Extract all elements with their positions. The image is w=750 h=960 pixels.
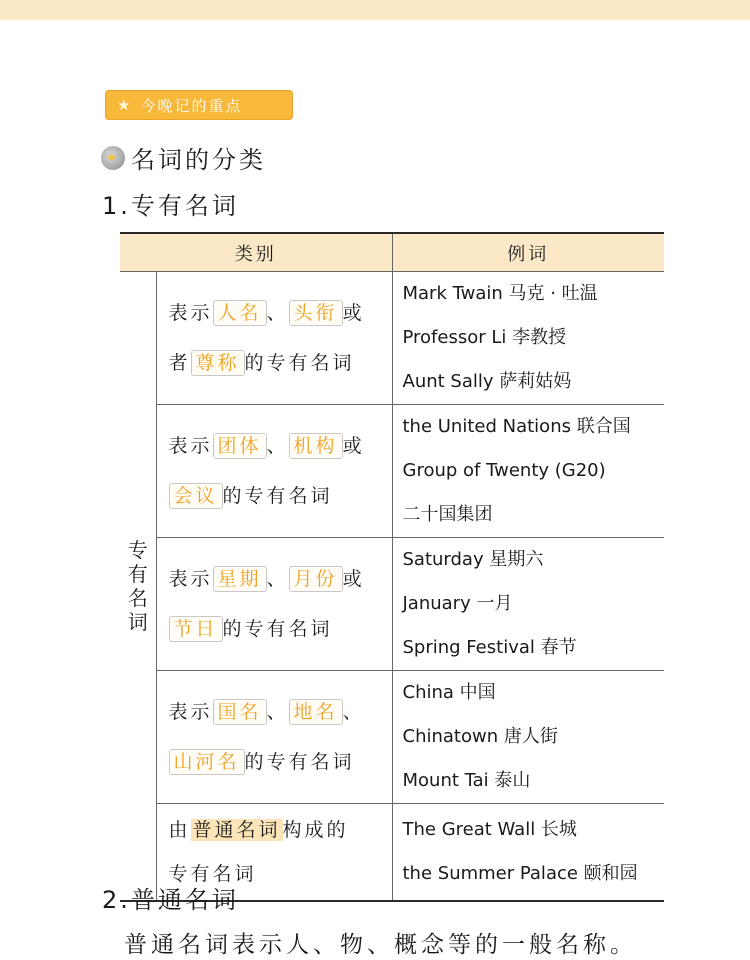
- desc-text: 、: [266, 568, 289, 590]
- examples-cell: [392, 671, 664, 804]
- category-cell: [156, 671, 392, 804]
- example-item: January 一月: [402, 593, 513, 614]
- keyword-box: 星期: [213, 566, 267, 592]
- category-cell: [156, 272, 392, 405]
- desc-text: 表示: [168, 435, 213, 457]
- keyword-box: 国名: [213, 699, 267, 725]
- example-item: 二十国集团: [402, 504, 493, 525]
- highlighted-keyword: 普通名词: [192, 819, 281, 841]
- desc-text: 表示: [168, 568, 213, 590]
- keyword-box: 头衔: [289, 300, 343, 326]
- table-row: [120, 405, 664, 538]
- desc-text: 者: [168, 352, 191, 374]
- example-item: Mark Twain 马克 · 吐温: [402, 283, 598, 304]
- table-row: [120, 272, 664, 405]
- desc-text: 、: [266, 435, 289, 457]
- example-item: Aunt Sally 萨莉姑妈: [402, 371, 572, 392]
- desc-text: 、: [266, 701, 289, 723]
- category-cell: [156, 538, 392, 671]
- examples-cell: [392, 804, 664, 902]
- desc-text: 的专有名词: [222, 485, 333, 507]
- desc-text: 专有名词: [168, 863, 257, 885]
- keyword-box: 机构: [289, 433, 343, 459]
- keyword-box: 团体: [213, 433, 267, 459]
- keyword-box: 山河名: [169, 749, 245, 775]
- header-examples: 例词: [392, 233, 664, 272]
- subheading-proper-nouns: 1.专有名词: [102, 192, 239, 220]
- desc-text: 表示: [168, 302, 213, 324]
- section-title-text: 名词的分类: [131, 146, 266, 174]
- stars-icon: ✦: [101, 146, 125, 170]
- desc-text: 或: [342, 435, 365, 457]
- example-item: Spring Festival 春节: [402, 637, 577, 658]
- desc-text: 、: [266, 302, 289, 324]
- keyword-box: 会议: [169, 483, 223, 509]
- keyword-box: 地名: [289, 699, 343, 725]
- top-banner-strip: [0, 0, 750, 20]
- side-char: 专: [127, 538, 148, 562]
- desc-text: 的专有名词: [244, 352, 355, 374]
- desc-text: 表示: [168, 701, 213, 723]
- examples-cell: [392, 272, 664, 405]
- side-label: [120, 272, 156, 902]
- desc-text: 的专有名词: [222, 618, 333, 640]
- example-item: the United Nations 联合国: [402, 416, 631, 437]
- badge-label: 今晚记的重点: [140, 96, 243, 115]
- keyword-box: 人名: [213, 300, 267, 326]
- keyword-box: 节日: [169, 616, 223, 642]
- example-item: Mount Tai 泰山: [402, 770, 531, 791]
- common-noun-definition: 普通名词表示人、物、概念等的一般名称。: [124, 932, 637, 958]
- side-char: 有: [127, 562, 148, 586]
- example-item: Professor Li 李教授: [402, 327, 567, 348]
- desc-text: 或: [342, 568, 365, 590]
- star-icon: ★: [117, 96, 133, 114]
- desc-text: 由: [168, 819, 191, 841]
- category-cell: [156, 405, 392, 538]
- desc-text: 构成的: [282, 819, 349, 841]
- side-char: 词: [127, 610, 148, 634]
- subheading-common-nouns: 2.普通名词: [102, 886, 239, 914]
- keyword-box: 月份: [289, 566, 343, 592]
- example-item: Chinatown 唐人街: [402, 726, 558, 747]
- proper-noun-table: [120, 232, 664, 902]
- example-item: China 中国: [402, 682, 496, 703]
- example-item: the Summer Palace 颐和园: [402, 863, 638, 884]
- header-category: 类别: [120, 233, 392, 272]
- side-char: 名: [127, 586, 148, 610]
- desc-text: 或: [342, 302, 365, 324]
- table-row: [120, 538, 664, 671]
- desc-text: 、: [342, 701, 365, 723]
- example-item: The Great Wall 长城: [402, 819, 577, 840]
- section-title: [101, 140, 266, 175]
- example-item: Group of Twenty (G20): [402, 460, 606, 481]
- examples-cell: [392, 405, 664, 538]
- example-item: Saturday 星期六: [402, 549, 544, 570]
- examples-cell: [392, 538, 664, 671]
- table-row: [120, 671, 664, 804]
- keyword-box: 尊称: [191, 350, 245, 376]
- desc-text: 的专有名词: [244, 751, 355, 773]
- key-points-badge: [105, 90, 293, 120]
